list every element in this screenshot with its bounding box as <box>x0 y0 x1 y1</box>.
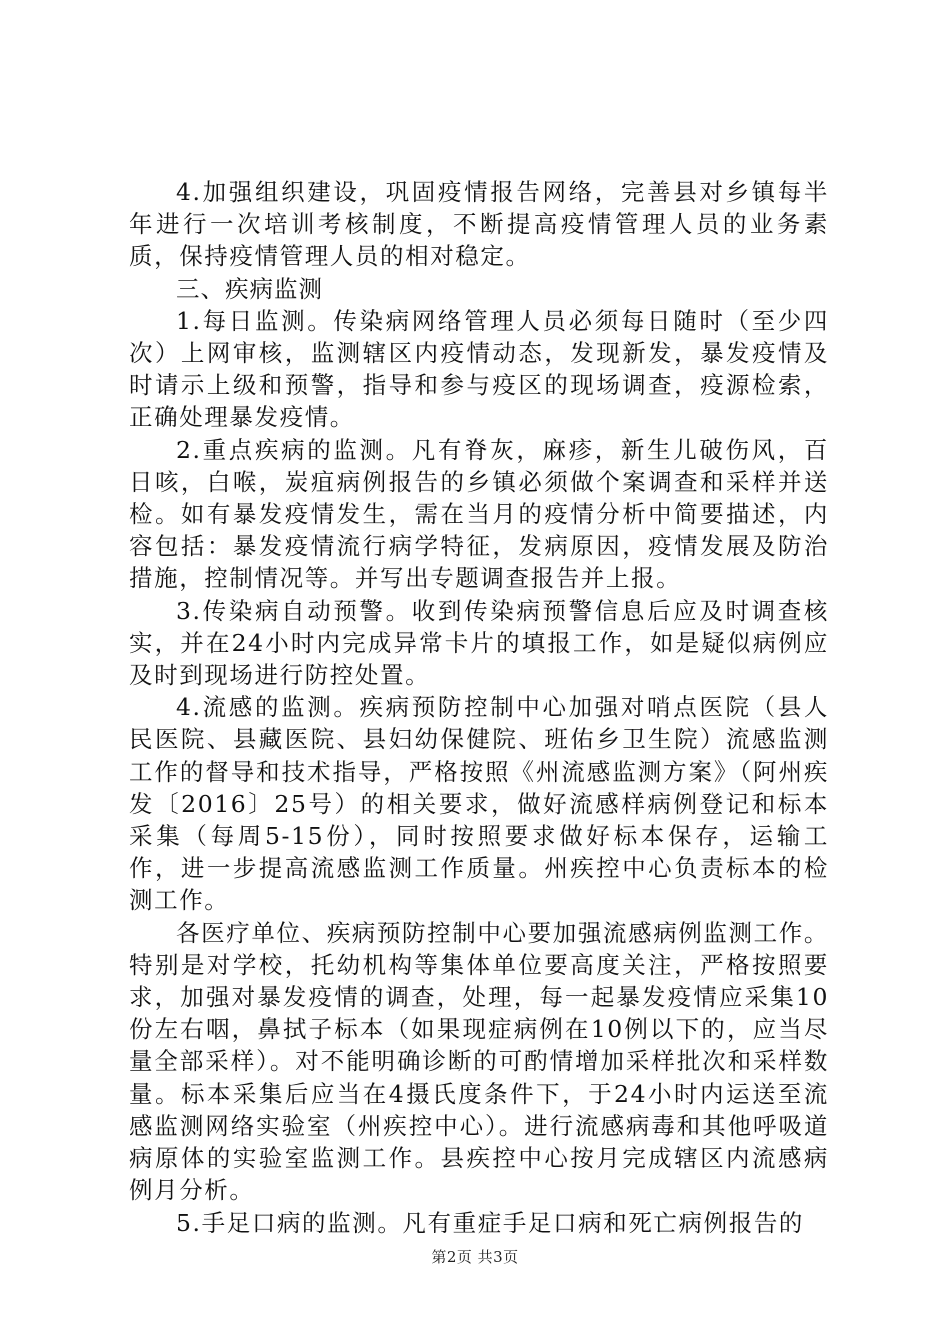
page-footer: 第2页 共3页 <box>431 1248 519 1266</box>
section-heading-disease-surveillance: 三、疾病监测 <box>176 274 323 303</box>
paragraph-daily-monitoring: 1.每日监测。传染病网络管理人员必须每日随时（至少四次）上网审核，监测辖区内疫情动态，发现新发，暴发疫情及时请示上级和预警，指导和参与疫区的现场调查，疫源检索，正确处理暴发疫情。 <box>129 306 829 432</box>
paragraph-auto-warning: 3.传染病自动预警。收到传染病预警信息后应及时调查核实，并在24小时内完成异常卡片的填报工作，如是疑似病例应及时到现场进行防控处置。 <box>129 596 829 690</box>
paragraph-org-building: 4.加强组织建设，巩固疫情报告网络，完善县对乡镇每半年进行一次培训考核制度，不断提高疫情管理人员的业务素质，保持疫情管理人员的相对稳定。 <box>129 178 829 271</box>
paragraph-influenza-monitoring: 4.流感的监测。疾病预防控制中心加强对哨点医院（县人民医院、县藏医院、县妇幼保健院、班佑乡卫生院）流感监测工作的督导和技术指导，严格按照《州流感监测方案》（阿州疾发〔2016〕25号）的相关要求，做好流感样病例登记和标本采集（每周5-15份），同时按照要求做好标本保存，运输工作，进一步提高流感监测工作质量。州疾控中心负责标本的检测工作。 <box>129 693 829 915</box>
paragraph-key-disease-monitoring: 2.重点疾病的监测。凡有脊灰，麻疹，新生儿破伤风，百日咳，白喉，炭疽病例报告的乡镇必须做个案调查和采样并送检。如有暴发疫情发生，需在当月的疫情分析中简要描述，内容包括：暴发疫情流行病学特征，发病原因，疫情发展及防治措施，控制情况等。并写出专题调查报告并上报。 <box>129 435 829 593</box>
paragraph-medical-units: 各医疗单位、疾病预防控制中心要加强流感病例监测工作。特别是对学校，托幼机构等集体单位要高度关注，严格按照要求，加强对暴发疫情的调查，处理，每一起暴发疫情应采集10份左右咽，鼻拭子标本（如果现症病例在10例以下的，应当尽量全部采样）。对不能明确诊断的可酌情增加采样批次和采样数量。标本采集后应当在4摄氏度条件下，于24小时内运送至流感监测网络实验室（州疾控中心）。进行流感病毒和其他呼吸道病原体的实验室监测工作。县疾控中心按月完成辖区内流感病例月分析。 <box>129 918 829 1205</box>
paragraph-hfmd-monitoring: 5.手足口病的监测。凡有重症手足口病和死亡病例报告的 <box>176 1208 805 1237</box>
document-body <box>129 176 829 1239</box>
